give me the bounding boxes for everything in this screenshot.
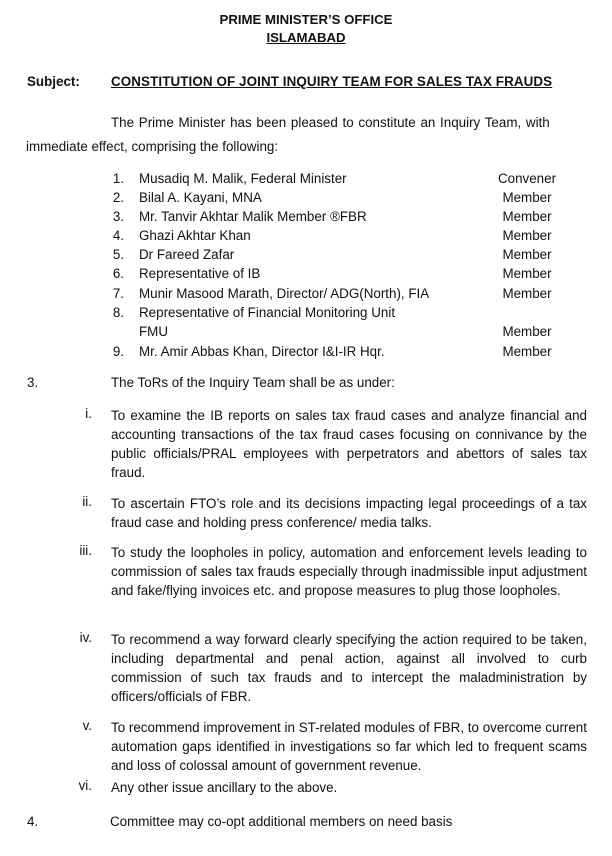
intro-line-2: immediate effect, comprising the following:: [26, 139, 279, 154]
member-number: 8.: [112, 305, 124, 320]
member-role: Member: [502, 209, 552, 224]
member-name: Dr Fareed Zafar: [139, 247, 235, 262]
member-name: Ghazi Akhtar Khan: [139, 228, 251, 243]
member-number: 5.: [112, 247, 124, 262]
member-number: 2.: [112, 190, 124, 205]
member-name: Musadiq M. Malik, Federal Minister: [139, 171, 347, 186]
tor-number: vi.: [78, 778, 92, 793]
member-name: Munir Masood Marath, Director/ ADG(North), FIA: [139, 286, 430, 301]
member-role: Member: [502, 228, 552, 243]
intro-line-1: The Prime Minister has been pleased to constitute an Inquiry Team, with: [111, 115, 550, 130]
section-4-text: Committee may co-opt additional members on need basis: [110, 814, 453, 829]
member-name-continued: FMU: [139, 324, 169, 339]
tor-item: To examine the IB reports on sales tax fraud cases and analyze financial and accounting transactions of the tax fraud cases focusing on connivance by the public officials/PRAL employees with perpetrators and abettors of sales tax fraud.: [111, 408, 587, 480]
section-4-number: 4.: [27, 814, 39, 829]
member-name: Representative of Financial Monitoring Unit: [139, 305, 396, 320]
member-name: Mr. Amir Abbas Khan, Director I&I-IR Hqr.: [139, 344, 385, 359]
member-role: Member: [502, 266, 552, 281]
member-name: Bilal A. Kayani, MNA: [139, 190, 262, 205]
office-heading: PRIME MINISTER’S OFFICE: [219, 12, 393, 27]
tor-item: Any other issue ancillary to the above.: [111, 780, 338, 795]
tor-number: v.: [82, 718, 92, 733]
section-3-number: 3.: [27, 375, 39, 390]
member-role: Member: [502, 190, 552, 205]
member-number: 9.: [112, 344, 124, 359]
tor-item: To recommend a way forward clearly specifying the action required to be taken, including departmental and penal action, against all involved to curb commission of such tax frauds and to intercept the maladministration by officers/officials of FBR.: [111, 632, 587, 704]
member-number: 7.: [112, 286, 124, 301]
member-number: 1.: [112, 171, 124, 186]
subject-label: Subject:: [27, 74, 80, 89]
city-heading: ISLAMABAD: [266, 30, 346, 45]
tor-number: iv.: [79, 630, 92, 645]
member-role: Member: [502, 324, 552, 339]
subject-text: CONSTITUTION OF JOINT INQUIRY TEAM FOR SALES TAX FRAUDS: [111, 74, 553, 89]
member-number: 3.: [112, 209, 124, 224]
member-role: Member: [502, 247, 552, 262]
tor-item: To recommend improvement in ST-related modules of FBR, to overcome current automation gaps identified in investigations so far which led to frequent scams and loss of colossal amount of government revenue.: [111, 720, 587, 773]
member-role: Member: [502, 286, 552, 301]
tor-number: i.: [85, 406, 92, 421]
member-number: 6.: [112, 266, 124, 281]
section-3-text: The ToRs of the Inquiry Team shall be as under:: [111, 375, 395, 390]
member-name: Representative of IB: [139, 266, 261, 281]
tor-item: To ascertain FTO’s role and its decisions impacting legal proceedings of a tax fraud case and holding press conference/ media talks.: [111, 496, 587, 530]
member-role: Member: [502, 344, 552, 359]
tor-item: To study the loopholes in policy, automation and enforcement levels leading to commission of sales tax frauds especially through inadmissible input adjustment and fake/flying invoices etc. and propose measures to plug those loopholes.: [111, 545, 587, 598]
member-name: Mr. Tanvir Akhtar Malik Member ®FBR: [139, 209, 367, 224]
tor-number: ii.: [82, 494, 92, 509]
tor-number: iii.: [79, 543, 92, 558]
member-role: Convener: [497, 171, 557, 186]
member-number: 4.: [112, 228, 124, 243]
